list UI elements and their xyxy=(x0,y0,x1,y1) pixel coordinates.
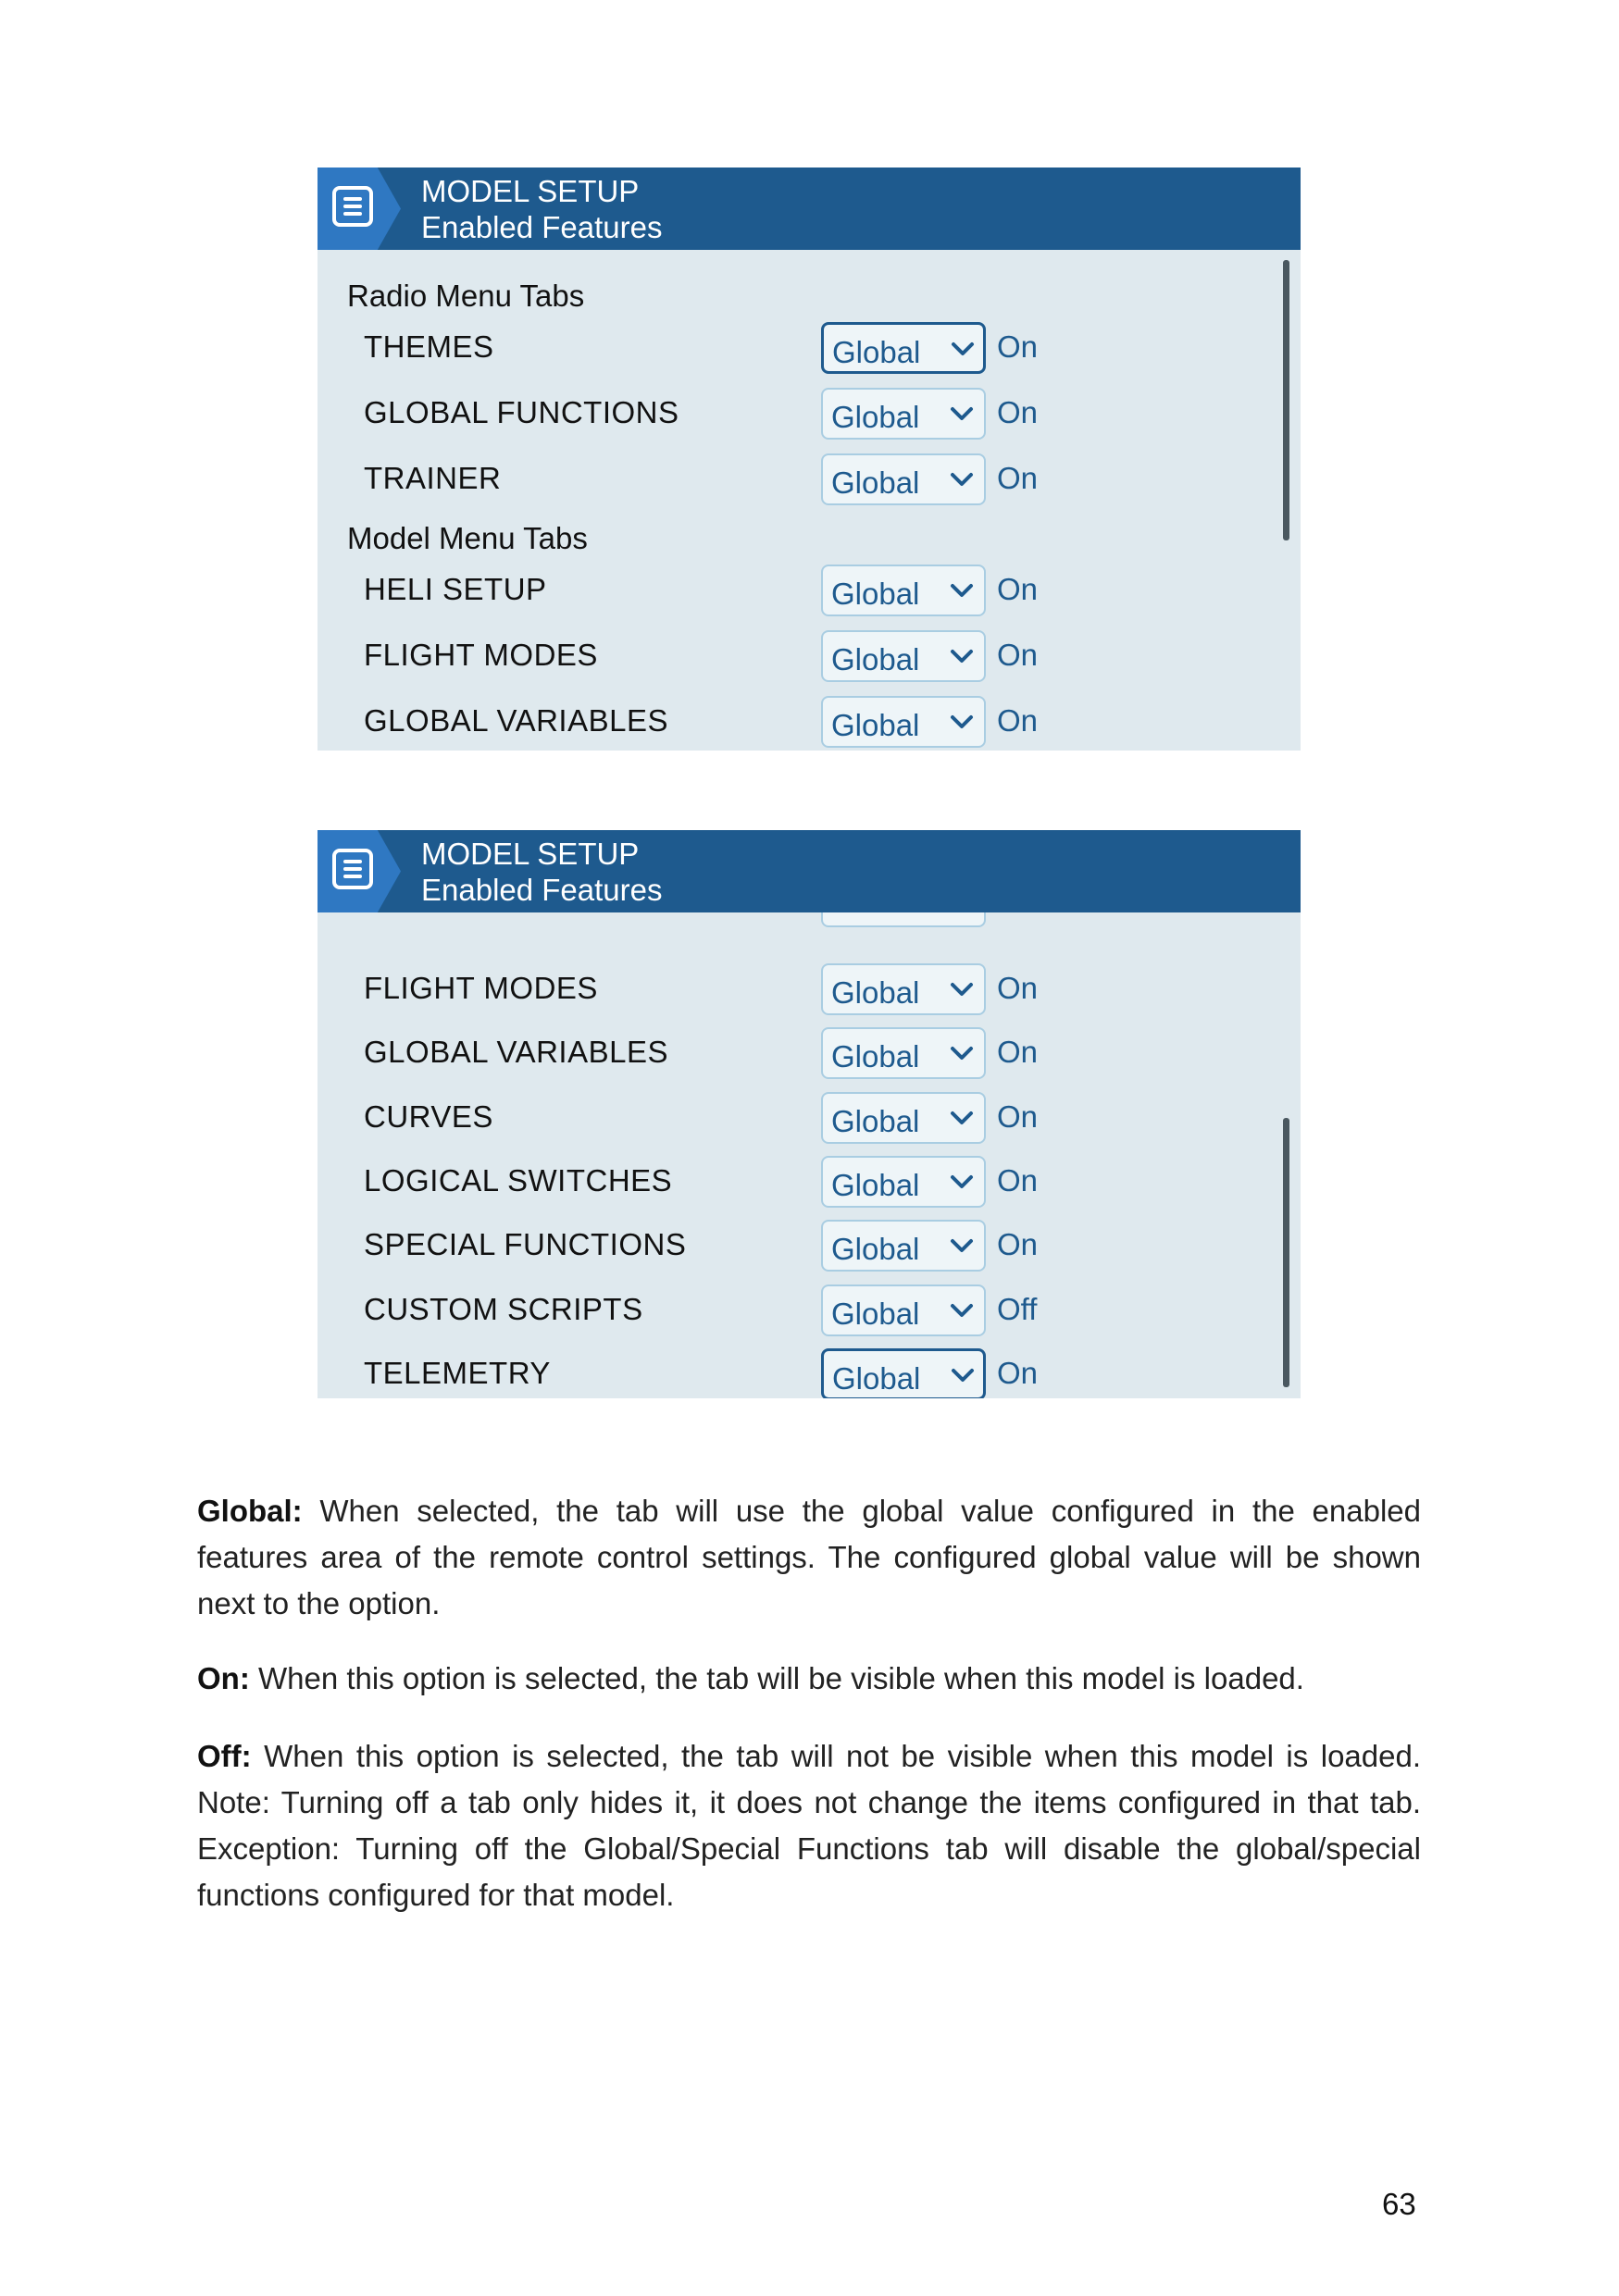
dropdown-value: Global xyxy=(831,465,920,500)
feature-label: GLOBAL VARIABLES xyxy=(364,1035,668,1070)
feature-state: On xyxy=(997,638,1039,672)
chevron-down-icon xyxy=(949,1301,975,1320)
feature-label: CUSTOM SCRIPTS xyxy=(364,1291,643,1326)
chevron-down-icon xyxy=(950,1366,976,1384)
dropdown-value: Global xyxy=(832,335,921,369)
global-description xyxy=(197,1488,1421,1627)
section-title: Radio Menu Tabs xyxy=(347,279,585,313)
feature-label: SPECIAL FUNCTIONS xyxy=(364,1227,687,1262)
feature-label: GLOBAL VARIABLES xyxy=(364,703,668,738)
dropdown-value: Global xyxy=(831,708,920,742)
feature-row xyxy=(318,630,1301,686)
feature-label: HELI SETUP xyxy=(364,572,547,606)
header-subtitle: Enabled Features xyxy=(421,210,663,244)
feature-row xyxy=(318,565,1301,620)
dropdown-value: Global xyxy=(831,1167,920,1202)
chevron-down-icon xyxy=(949,1044,975,1062)
feature-row xyxy=(318,1348,1301,1398)
visibility-dropdown[interactable] xyxy=(821,322,986,374)
visibility-dropdown[interactable] xyxy=(821,1092,986,1144)
feature-row xyxy=(318,963,1301,1019)
feature-label: CURVES xyxy=(364,1098,493,1134)
feature-label: FLIGHT MODES xyxy=(364,638,598,672)
on-desc: When this option is selected, the tab will be visible when this model is loaded. xyxy=(249,1661,1304,1695)
visibility-dropdown[interactable] xyxy=(821,565,986,616)
visibility-dropdown[interactable] xyxy=(821,1156,986,1208)
header-title xyxy=(421,173,663,245)
feature-state: On xyxy=(997,1098,1039,1134)
section-title: Model Menu Tabs xyxy=(347,521,588,555)
feature-row xyxy=(318,1156,1301,1211)
chevron-down-icon xyxy=(949,647,975,665)
screen-header xyxy=(318,168,1301,250)
enabled-features-screen-1 xyxy=(318,168,1301,751)
feature-state: On xyxy=(997,1162,1039,1198)
feature-state: On xyxy=(997,1227,1039,1262)
chevron-down-icon xyxy=(949,470,975,489)
off-term: Off: xyxy=(197,1739,252,1773)
feature-state: On xyxy=(997,1035,1039,1070)
chevron-down-icon xyxy=(949,980,975,999)
off-desc: When this option is selected, the tab will not be visible when this model is loaded. Note: Turning off a tab only hides it, it does not change the items configured in that tab. Exception: Turning off the Global/Special Functions tab will disable the global/special functions configured for that model. xyxy=(197,1739,1421,1912)
visibility-dropdown[interactable] xyxy=(821,453,986,505)
feature-state: On xyxy=(997,329,1039,364)
off-description xyxy=(197,1733,1421,1918)
partial-dropdown xyxy=(821,912,986,927)
visibility-dropdown[interactable] xyxy=(821,1285,986,1336)
dropdown-value: Global xyxy=(831,400,920,434)
header-title xyxy=(421,836,663,908)
visibility-dropdown[interactable] xyxy=(821,963,986,1015)
chevron-down-icon xyxy=(949,1236,975,1255)
on-description xyxy=(197,1656,1438,1702)
header-title-main: MODEL SETUP xyxy=(421,837,640,871)
feature-label: THEMES xyxy=(364,329,494,364)
visibility-dropdown[interactable] xyxy=(821,1027,986,1079)
feature-state: Off xyxy=(997,1291,1038,1326)
visibility-dropdown[interactable] xyxy=(821,630,986,682)
global-term: Global: xyxy=(197,1494,303,1528)
screen-header xyxy=(318,830,1301,912)
section-header xyxy=(318,267,1301,323)
feature-state: On xyxy=(997,703,1039,738)
chevron-down-icon xyxy=(949,404,975,423)
chevron-down-icon xyxy=(949,1173,975,1191)
scrollbar[interactable] xyxy=(1283,260,1289,540)
feature-label: TRAINER xyxy=(364,461,502,495)
dropdown-value: Global xyxy=(831,1039,920,1074)
chevron-down-icon xyxy=(950,340,976,358)
chevron-down-icon xyxy=(949,581,975,600)
dropdown-value: Global xyxy=(831,1232,920,1267)
global-desc: When selected, the tab will use the global value configured in the enabled features area of the remote control settings. The configured global value will be shown next to the option. xyxy=(197,1494,1421,1620)
scrollbar[interactable] xyxy=(1283,1118,1289,1387)
feature-row xyxy=(318,1220,1301,1275)
dropdown-value: Global xyxy=(831,975,920,1010)
feature-row xyxy=(318,322,1301,378)
header-title-main: MODEL SETUP xyxy=(421,174,640,208)
feature-state: On xyxy=(997,971,1039,1005)
visibility-dropdown[interactable] xyxy=(821,696,986,748)
menu-list-icon xyxy=(332,849,373,889)
section-header xyxy=(318,510,1301,565)
dropdown-value: Global xyxy=(832,1360,921,1396)
dropdown-value: Global xyxy=(831,577,920,611)
page-number: 63 xyxy=(1382,2187,1416,2221)
feature-row xyxy=(318,1092,1301,1148)
on-term: On: xyxy=(197,1661,250,1695)
header-icon-tab[interactable] xyxy=(318,168,401,250)
feature-state: On xyxy=(997,1355,1039,1390)
dropdown-value: Global xyxy=(831,1296,920,1331)
dropdown-value: Global xyxy=(831,642,920,676)
feature-label: GLOBAL FUNCTIONS xyxy=(364,395,679,429)
header-subtitle: Enabled Features xyxy=(421,873,663,907)
visibility-dropdown[interactable] xyxy=(821,388,986,440)
visibility-dropdown[interactable] xyxy=(821,1220,986,1272)
chevron-down-icon xyxy=(949,1109,975,1127)
feature-state: On xyxy=(997,461,1039,495)
feature-row xyxy=(318,1285,1301,1340)
feature-row xyxy=(318,696,1301,751)
feature-row xyxy=(318,1027,1301,1083)
feature-label: LOGICAL SWITCHES xyxy=(364,1162,673,1198)
chevron-down-icon xyxy=(949,713,975,731)
feature-label: TELEMETRY xyxy=(364,1355,551,1390)
feature-row xyxy=(318,388,1301,443)
visibility-dropdown[interactable] xyxy=(821,1348,986,1398)
feature-row xyxy=(318,453,1301,509)
header-icon-tab[interactable] xyxy=(318,830,401,912)
feature-state: On xyxy=(997,572,1039,606)
enabled-features-screen-2 xyxy=(318,830,1301,1398)
dropdown-value: Global xyxy=(831,1103,920,1138)
feature-state: On xyxy=(997,395,1039,429)
feature-label: FLIGHT MODES xyxy=(364,971,598,1005)
menu-list-icon xyxy=(332,186,373,227)
